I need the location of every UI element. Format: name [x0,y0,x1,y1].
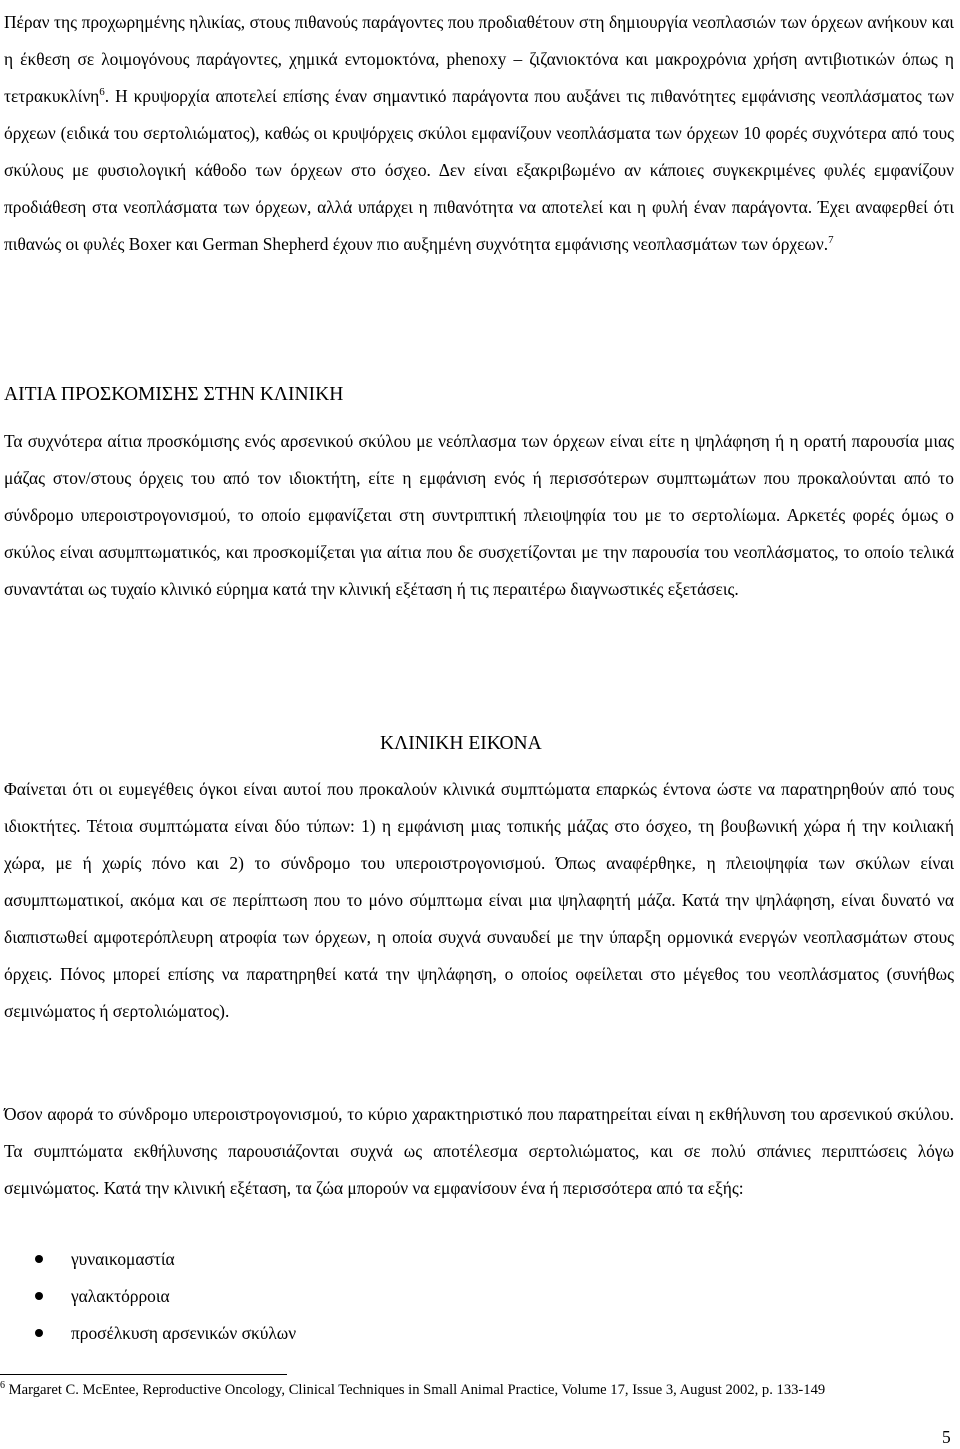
list-item: γαλακτόρροια [0,1278,950,1315]
footnote [0,1379,955,1401]
section-heading-clinical-picture: ΚΛΙΝΙΚΗ ΕΙΚΟΝΑ [380,733,542,754]
footnote-reference: 6 [99,86,105,98]
footnote-number: 6 [0,1380,5,1391]
bullet-icon [35,1329,43,1337]
paragraph-presentation-reasons: Τα συχνότερα αίτια προσκόμισης ενός αρσενικού σκύλου με νεόπλασμα των όρχεων είναι είτε η ψηλάφηση ή η ορατή παρουσία μιας μάζας στον/στους όρχεις του από τον ιδιοκτήτη, είτε η εμφάνιση ενός ή περισσότερων συμπτωμάτων που προκαλούνται από το σύνδρομο υπεροιστρογονισμού, το οποίο εμφανίζεται στη συντριπτική πλειοψηφία του με το σερτολίωμα. Αρκετές φορές όμως ο σκύλος είναι ασυμπτωματικός, και προσκομίζεται για αίτια που δε συσχετίζονται με την παρουσία του νεοπλάσματος, το οποίο τελικά συναντάται ως τυχαίο κλινικό εύρημα κατά την κλινική εξέταση ή τις περαιτέρω διαγνωστικές εξετάσεις. [4,431,954,599]
paragraph-hyperestrogenism: Όσον αφορά το σύνδρομο υπεροιστρογονισμού, το κύριο χαρακτηριστικό που παρατηρείται είναι η εκθήλυνση του αρσενικού σκύλου. Τα συμπτώματα εκθήλυνσης παρουσιάζονται συχνά ως αποτέλεσμα σερτολιώματος, και σε πολύ σπάνιες περιπτώσεις λόγω σεμινώματος. Κατά την κλινική εξέταση, τα ζώα μπορούν να εμφανίσουν ένα ή περισσότερα από τα εξής: [4,1104,954,1198]
footnote-divider [0,1374,287,1375]
bullet-icon [35,1255,43,1263]
symptom-list [0,1241,950,1352]
footnote-text: Margaret C. McEntee, Reproductive Oncology, Clinical Techniques in Small Animal Practice, Volume 17, Issue 3, August 2002, p. 133-149 [8,1382,826,1398]
list-item: γυναικομαστία [0,1241,950,1278]
page-number: 5 [942,1427,951,1447]
list-item: προσέλκυση αρσενικών σκύλων [0,1315,950,1352]
paragraph-risk-factors: Πέραν της προχωρημένης ηλικίας, στους πιθανούς παράγοντες που προδιαθέτουν στη δημιουργία νεοπλασιών των όρχεων ανήκουν και η έκθεση σε λοιμογόνους παράγοντες, χημικά εντομοκτόνα, phenoxy – ζιζανιοκτόνα και μακροχρόνια χρήση αντιβιοτικών όπως η τετρακυκλίνη$^6$. Η κρυψορχία αποτελεί επίσης έναν σημαντικό παράγοντα που αυξάνει τις πιθανότητες εμφάνισης νεοπλάσματος των όρχεων (ειδικά του σερτολιώματος), καθώς οι κρυψόρχεις σκύλοι εμφανίζουν νεοπλάσματα των όρχεων 10 φορές συχνότερα από τους σκύλους με φυσιολογική κάθοδο των όρχεων στο όσχεο. Δεν είναι εξακριβωμένο αν κάποιες συγκεκριμένες φυλές εμφανίζουν προδιάθεση στα νεοπλάσματα των όρχεων, αλλά υπάρχει η πιθανότητα να αποτελεί και η φυλή έναν παράγοντα. Έχει αναφερθεί ότι πιθανώς οι φυλές Boxer και German Shepherd έχουν πιο αυξημένη συχνότητα εμφάνισης νεοπλασμάτων των όρχεων.$^7$ [4,12,954,254]
paragraph-clinical-picture: Φαίνεται ότι οι ευμεγέθεις όγκοι είναι αυτοί που προκαλούν κλινικά συμπτώματα επαρκώς έντονα ώστε να παρατηρηθούν από τους ιδιοκτήτες. Τέτοια συμπτώματα είναι δύο τύπων: 1) η εμφάνιση μιας τοπικής μάζας στο όσχεο, τη βουβωνική χώρα ή την κοιλιακή χώρα, με ή χωρίς πόνο και 2) το σύνδρομο του υπεροιστρογονισμού. Όπως αναφέρθηκε, η πλειοψηφία των σκύλων είναι ασυμπτωματικοί, ακόμα και σε περίπτωση που το μόνο σύμπτωμα είναι μια ψηλαφητή μάζα. Κατά την ψηλάφηση, είναι δυνατό να διαπιστωθεί αμφοτερόπλευρη ατροφία των όρχεων, η οποία συχνά συναυδεί με την ύπαρξη ορμονικά ενεργών νεοπλασμάτων στους όρχεις. Πόνος μπορεί επίσης να παρατηρηθεί κατά την ψηλάφηση, ο οποίος οφείλεται στο μέγεθος του νεοπλάσματος (συνήθως σεμινώματος ή σερτολιώματος). [4,779,954,1021]
bullet-icon [35,1292,43,1300]
footnote-reference: 7 [828,234,834,246]
section-heading-presentation-reasons: ΑΙΤΙΑ ΠΡΟΣΚΟΜΙΣΗΣ ΣΤΗΝ ΚΛΙΝΙΚΗ [4,384,344,405]
